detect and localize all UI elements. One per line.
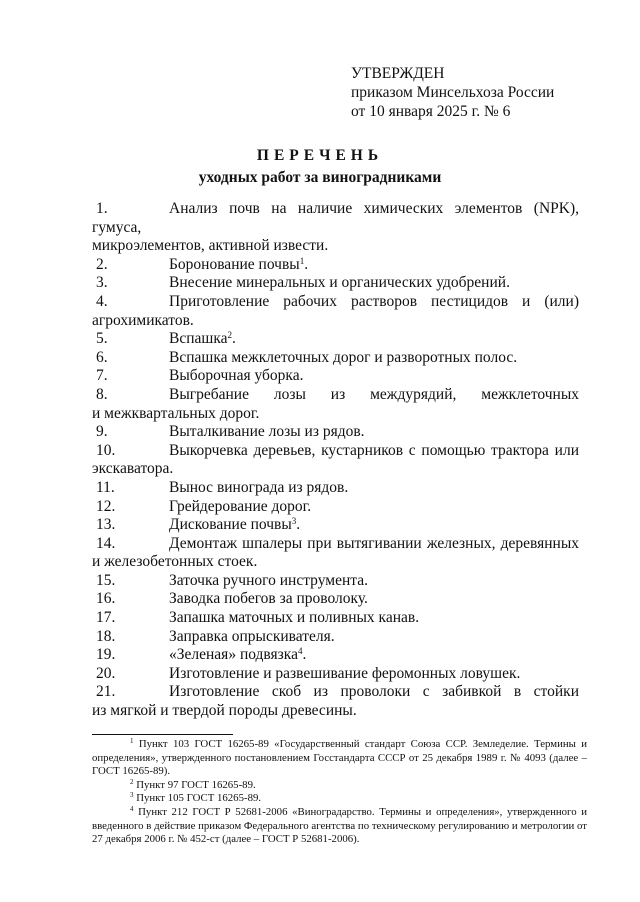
item-number: 5. <box>96 330 108 348</box>
footnote-ref: 1 <box>299 255 305 266</box>
item-number: 7. <box>96 367 108 385</box>
item-text: Заправка опрыскивателя. <box>169 627 335 645</box>
item-text: Вспашка <box>169 330 228 348</box>
item-text-first-line: Приготовление рабочих растворов пестицидов и (или) <box>169 292 579 310</box>
item-number: 16. <box>96 590 116 608</box>
item-number: 4. <box>96 292 108 310</box>
list-item <box>92 683 579 702</box>
list-item <box>92 349 579 368</box>
list-item <box>92 293 579 312</box>
list-item-continuation <box>92 553 579 572</box>
list-item <box>92 498 579 517</box>
footnote <box>92 779 587 793</box>
list-item <box>92 423 579 442</box>
footnote-mark: 2 <box>130 777 134 786</box>
footnote <box>92 806 587 847</box>
item-number: 14. <box>96 534 116 552</box>
list-item <box>92 274 579 293</box>
item-text: Вспашка межклеточных дорог и разворотных полос. <box>169 348 518 366</box>
approval-order: приказом Минсельхоза России <box>351 84 555 101</box>
footnote <box>92 738 587 779</box>
footnote-text: Пункт 212 ГОСТ Р 52681-2006 «Виноградарство. Термины и определения», утвержденного и введенного в действие приказом Федерального агентства по техническому регулированию и метрологии от 27 декабря 2006 г. № 452-ст (далее – ГОСТ Р 52681-2006). <box>92 805 587 846</box>
title-heading: ПЕРЕЧЕНЬ <box>256 147 384 164</box>
approval-block <box>351 64 554 121</box>
item-text: Грейдерование дорог. <box>169 497 312 515</box>
item-number: 6. <box>96 348 108 366</box>
footnote-text: Пункт 103 ГОСТ 16265-89 «Государственный стандарт Союза ССР. Земледелие. Термины и определения», утвержденного постановлением Госстандарта СССР от 25 декабря 1989 г. № 4093 (далее – ГОСТ 16265-89). <box>92 738 588 778</box>
item-number: 15. <box>96 571 116 589</box>
item-number: 9. <box>96 423 108 441</box>
item-punctuation: . <box>232 330 236 348</box>
item-number: 3. <box>96 274 108 292</box>
approval-date: от 10 января 2025 г. № 6 <box>351 103 511 120</box>
title-subheading: уходных работ за виноградниками <box>198 169 442 186</box>
item-punctuation: . <box>304 255 309 273</box>
list-item <box>92 590 579 609</box>
item-number: 10. <box>96 441 116 459</box>
list-item <box>92 609 579 628</box>
item-number: 8. <box>96 385 108 403</box>
list-item-continuation <box>92 237 579 256</box>
item-text-continuation: и межквартальных дорог. <box>92 404 260 422</box>
footnote-mark: 1 <box>130 737 134 745</box>
item-number: 21. <box>96 683 116 701</box>
item-number: 12. <box>96 497 116 515</box>
item-text: Выталкивание лозы из рядов. <box>169 423 365 441</box>
list-item <box>92 386 579 405</box>
item-text-continuation: микроэлементов, активной извести. <box>92 237 329 255</box>
item-text: Боронование почвы <box>169 255 300 273</box>
item-text: Заточка ручного инструмента. <box>169 571 368 589</box>
list-item <box>92 646 579 665</box>
item-text-continuation: и железобетонных стоек. <box>92 553 258 571</box>
item-text: «Зеленая» подвязка <box>169 646 298 664</box>
footnote <box>92 792 587 806</box>
list-item-continuation <box>92 405 579 424</box>
list-item-continuation <box>92 702 579 721</box>
item-text-continuation: агрохимикатов. <box>92 311 194 329</box>
footnote-text: Пункт 105 ГОСТ 16265-89. <box>136 792 262 805</box>
item-text: Вынос винограда из рядов. <box>169 478 349 496</box>
item-number: 13. <box>96 516 116 534</box>
footnote-ref: 4 <box>297 646 303 657</box>
item-number: 19. <box>96 646 116 664</box>
item-number: 18. <box>96 627 116 645</box>
list-item <box>92 516 579 535</box>
list-item <box>92 665 579 684</box>
item-text-continuation: из мягкой и твердой породы древесины. <box>92 702 357 720</box>
item-text-first-line: Демонтаж шпалеры при вытягивании железных, деревянных <box>169 534 579 552</box>
item-punctuation: . <box>296 516 301 534</box>
footnote-text: Пункт 97 ГОСТ 16265-89. <box>136 778 256 791</box>
list-item <box>92 330 579 349</box>
item-text: Внесение минеральных и органических удобрений. <box>169 274 510 292</box>
item-text: Изготовление и развешивание феромонных ловушек. <box>169 664 521 682</box>
document-title <box>0 146 640 188</box>
item-number: 2. <box>96 255 108 273</box>
footnote-ref: 3 <box>291 516 297 527</box>
approval-title: УТВЕРЖДЕН <box>351 65 445 82</box>
list-item-continuation <box>92 312 579 331</box>
item-text-continuation: экскаватора. <box>92 460 174 478</box>
list-item <box>92 628 579 647</box>
item-text: Дискование почвы <box>169 516 292 534</box>
list-item <box>92 442 579 461</box>
item-text: Заводка побегов за проволоку. <box>169 590 368 608</box>
footnote-separator <box>92 734 233 735</box>
list-item <box>92 535 579 554</box>
work-list <box>92 200 579 721</box>
item-text-first-line: Анализ почв на наличие химических элементов (NPK), гумуса, <box>92 200 579 236</box>
list-item <box>92 200 579 237</box>
list-item <box>92 367 579 386</box>
footnote-mark: 4 <box>130 804 134 813</box>
footnotes <box>92 738 587 847</box>
item-text-first-line: Выкорчевка деревьев, кустарников с помощью трактора или <box>169 441 579 459</box>
footnote-mark: 3 <box>130 791 134 800</box>
footnote-ref: 2 <box>227 330 233 341</box>
list-item <box>92 256 579 275</box>
item-punctuation: . <box>302 646 307 664</box>
item-number: 17. <box>96 609 116 627</box>
item-text: Запашка маточных и поливных канав. <box>169 609 420 627</box>
list-item <box>92 572 579 591</box>
item-text-first-line: Выгребание лозы из междурядий, межклеточных <box>169 385 579 403</box>
item-number: 20. <box>96 664 116 682</box>
item-text: Выборочная уборка. <box>169 367 304 385</box>
list-item <box>92 479 579 498</box>
list-item-continuation <box>92 460 579 479</box>
item-number: 11. <box>96 478 115 496</box>
item-number: 1. <box>96 200 108 217</box>
item-text-first-line: Изготовление скоб из проволоки с забивкой в стойки <box>169 683 579 701</box>
